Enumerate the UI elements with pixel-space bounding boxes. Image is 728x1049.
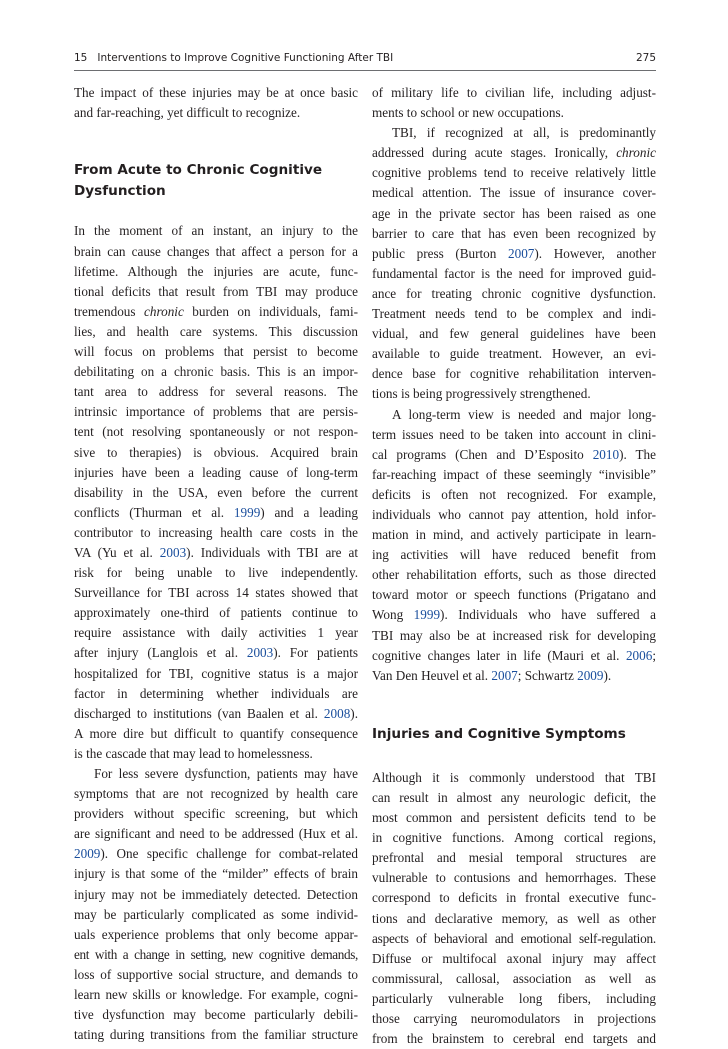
text-line: Diffuse or multifocal axonal injury may affect — [372, 950, 656, 966]
text-line: sive to therapies) is obvious. Acquired brain — [74, 444, 358, 460]
text-line: vidual, and few general guidelines have been — [372, 326, 656, 342]
text-line: For less severe dysfunction, patients may have — [94, 766, 358, 781]
chapter-number: 15 — [74, 52, 88, 64]
text-line: hospitalized for TBI, cognitive status is a major — [74, 665, 358, 681]
text-line: tremendous chronic burden on individuals, fami- — [74, 303, 358, 319]
text-line: medical attention. The issue of insurance cover- — [372, 185, 656, 201]
citation-link[interactable]: 2008 — [323, 705, 351, 721]
emphasis: chronic — [144, 303, 184, 319]
text-line: require assistance with daily activities 1 year — [74, 625, 358, 641]
chapter-title: Interventions to Improve Cognitive Functioning After TBI — [97, 52, 394, 64]
running-title — [74, 52, 393, 64]
text-line: contributor to increasing health care costs in the — [74, 524, 358, 540]
text-line: Van Den Heuvel et al. 2007; Schwartz 2009). — [372, 667, 612, 683]
text-line: debilitating on a chronic basis. This is an impor- — [74, 364, 358, 380]
text-line: individuals who cannot pay attention, hold infor- — [372, 506, 656, 522]
text-line: those carrying neuromodulators in projections — [372, 1011, 656, 1027]
text-line: aspects of behavioral and emotional self-regulation. — [372, 930, 656, 946]
text-line: addressed during acute stages. Ironically, chronic — [372, 145, 656, 161]
text-line: loss of supportive social structure, and demands to — [74, 966, 358, 982]
section-heading-injuries-cognitive-symptoms: Injuries and Cognitive Symptoms — [372, 725, 626, 742]
text-line: barrier to care that has even been recognized by — [372, 225, 656, 241]
text-line: dence base for cognitive rehabilitation interven- — [372, 366, 656, 382]
text-line: and far-reaching, yet difficult to recognize. — [74, 105, 301, 121]
citation-link[interactable]: 2007 — [508, 245, 535, 261]
text-line: deficits is often not recognized. For example, — [372, 486, 656, 502]
text-line: symptoms that are not recognized by health care — [74, 786, 358, 802]
right-column — [372, 83, 656, 1049]
citation-link[interactable]: 2006 — [625, 647, 653, 663]
paragraph — [74, 764, 358, 1045]
text-line: cognitive changes later in life (Mauri et al. 2006; — [372, 647, 656, 663]
text-line: from the brainstem to cerebral end targets and — [372, 1031, 656, 1047]
citation-link[interactable]: 2003 — [159, 544, 187, 560]
text-line: after injury (Langlois et al. 2003). For patients — [74, 645, 358, 661]
header-rule — [74, 70, 656, 71]
text-line: approximately one-third of patients continue to — [74, 605, 358, 621]
heading-line: Dysfunction — [74, 183, 166, 200]
text-line: 2009). One specific challenge for combat-related — [74, 846, 358, 862]
citation-link[interactable]: 1999 — [233, 504, 261, 520]
text-line: A long-term view is needed and major long- — [392, 406, 656, 422]
text-line: brain can cause changes that affect a person for a — [74, 243, 358, 259]
text-line: tive dysfunction may become particularly debili- — [74, 1007, 358, 1023]
text-line: uals experience problems that only become appar- — [74, 926, 358, 942]
text-line: tating during transitions from the familiar structure — [74, 1027, 358, 1043]
text-line: of military life to civilian life, including adjust- — [372, 85, 656, 100]
text-line: toward motor or speech functions (Prigatano and — [372, 587, 656, 603]
text-line: injury is that some of the “milder” effects of brain — [74, 866, 358, 882]
heading-line: From Acute to Chronic Cognitive — [74, 162, 323, 179]
text-line: lifetime. Although the injuries are acute, func- — [74, 263, 358, 279]
page-number: 275 — [635, 52, 656, 64]
citation-link[interactable]: 2007 — [491, 667, 518, 683]
text-line: cal programs (Chen and D’Esposito 2010). The — [372, 446, 656, 462]
text-line: prefrontal and mesial temporal structures are — [372, 850, 656, 866]
text-line: In the moment of an instant, an injury to the — [74, 223, 358, 239]
text-line: other rehabilitation efforts, such as those directed — [372, 567, 656, 583]
text-line: may be particularly complicated as some individ- — [74, 906, 358, 922]
text-line: most common and persistent deficits tend to be — [372, 810, 656, 826]
text-line: VA (Yu et al. 2003). Individuals with TBI are at — [74, 544, 359, 560]
citation-link[interactable]: 2003 — [246, 645, 274, 661]
citation-link[interactable]: 2009 — [74, 846, 101, 862]
text-line: public press (Burton 2007). However, another — [372, 245, 656, 261]
citation-link[interactable]: 2009 — [577, 667, 604, 683]
text-line: is the cascade that may lead to homelessness. — [74, 745, 313, 761]
text-line: will focus on problems that persist to become — [74, 344, 358, 360]
paragraph — [372, 768, 656, 1049]
text-line: particularly vulnerable long fibers, including — [372, 990, 656, 1006]
text-line: conflicts (Thurman et al. 1999) and a leading — [74, 504, 358, 520]
text-line: learn new skills or knowledge. For example, cogni- — [74, 987, 358, 1003]
text-line: tions and declarative memory, as well as other — [372, 910, 656, 926]
text-line: TBI, if recognized at all, is predominantly — [392, 125, 656, 141]
text-line: providers without specific screening, but which — [74, 806, 358, 822]
emphasis: chronic — [616, 145, 656, 161]
text-line: vulnerable to contusions and hemorrhages. These — [372, 870, 656, 886]
text-line: fundamental factor is the need for improved guid- — [372, 265, 656, 281]
text-line: correspond to deficits in frontal executive func- — [372, 890, 656, 906]
text-line: tant area to address for several reasons. The — [74, 384, 358, 400]
left-column — [74, 83, 358, 1045]
text-line: disability in the USA, even before the current — [74, 484, 358, 500]
text-line: TBI may also be at increased risk for developing — [372, 627, 656, 643]
text-line: intrinsic importance of problems that are persis- — [74, 404, 358, 420]
text-line: The impact of these injuries may be at once basic — [74, 85, 358, 100]
text-line: Surveillance for TBI across 14 states showed that — [74, 585, 358, 601]
text-line: tent (not resolving spontaneously or not respon- — [74, 424, 358, 440]
paragraph — [372, 405, 656, 686]
paragraph — [74, 221, 358, 764]
text-line: are significant and need to be addressed (Hux et al. — [74, 826, 358, 842]
text-line: ments to school or new occupations. — [372, 105, 564, 121]
text-line: tions is being progressively strengthened. — [372, 386, 591, 402]
text-line: injury may not be immediately detected. Detection — [74, 886, 358, 902]
text-line: ing activities will have reduced benefit from — [372, 547, 656, 563]
text-line: Treatment needs tend to be complex and indi- — [372, 306, 656, 322]
running-header — [74, 50, 656, 70]
text-line: Wong 1999). Individuals who have suffered a — [372, 607, 656, 623]
text-line: ent with a change in setting, new cognitive demands, — [74, 946, 358, 962]
text-line: commissural, callosal, association as well as — [372, 970, 656, 986]
citation-link[interactable]: 2010 — [592, 446, 620, 462]
text-line: risk for being unable to live independently. — [74, 565, 358, 581]
text-line: available to guide treatment. However, an evi- — [372, 346, 656, 362]
text-line: injuries have been a leading cause of long-term — [74, 464, 358, 480]
paragraph — [372, 123, 656, 404]
citation-link[interactable]: 1999 — [413, 607, 441, 623]
text-line: A more dire but difficult to quantify consequence — [74, 725, 358, 741]
text-line: far-reaching impact of these seemingly “invisible” — [372, 466, 656, 482]
text-line: in cognitive functions. Among cortical regions, — [372, 830, 656, 846]
text-line: mation in mind, and actively participate in learn- — [372, 527, 656, 543]
text-line: ance for treating chronic cognitive dysfunction. — [372, 285, 656, 301]
text-line: factor in determining whether individuals are — [74, 685, 358, 701]
text-line: tional deficits that result from TBI may produce — [74, 283, 358, 299]
text-line: age in the private sector has been raised as one — [372, 205, 656, 221]
text-line: lies, and health care systems. This discussion — [74, 323, 358, 339]
section-heading-acute-to-chronic — [74, 160, 358, 202]
text-line: Although it is commonly understood that TBI — [372, 769, 656, 785]
text-line: cognitive problems tend to receive relatively little — [372, 165, 656, 181]
text-line: can result in almost any neurologic deficit, the — [372, 790, 656, 805]
text-line: discharged to institutions (van Baalen et al. 2008). — [74, 705, 358, 721]
text-line: term issues need to be taken into account in clini- — [372, 426, 656, 442]
